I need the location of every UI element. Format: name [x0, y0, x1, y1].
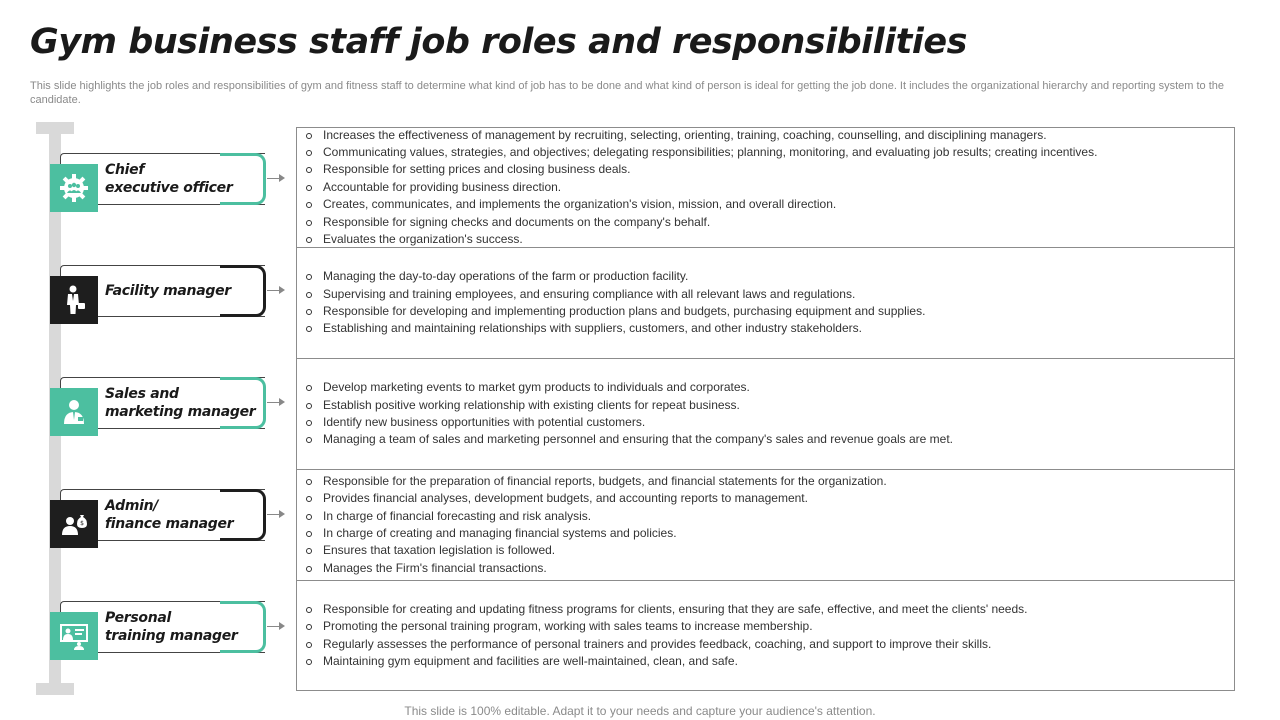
trainer-presentation-icon [50, 612, 98, 660]
list-item: Managing a team of sales and marketing personnel and ensuring that the company's sales and revenue goals are met. [305, 431, 953, 448]
arrow-right-icon [279, 286, 285, 294]
slide-title: Gym business staff job roles and responsibilities [30, 22, 967, 62]
arrow-right-icon [279, 622, 285, 630]
role-label: Personal training manager [105, 610, 238, 644]
list-item: Regularly assesses the performance of personal trainers and provides feedback, coaching, and support to improve their skills. [305, 636, 1027, 653]
arrow-right-icon [279, 174, 285, 182]
role-label: Facility manager [105, 283, 231, 299]
arrow-right-icon [279, 510, 285, 518]
responsibilities-table [296, 127, 1235, 691]
list-item: Responsible for developing and implementing production plans and budgets, purchasing equipment and supplies. [305, 303, 925, 320]
responsibilities-cell-ceo [297, 128, 1234, 248]
list-item: Communicating values, strategies, and objectives; delegating responsibilities; planning, monitoring, and evaluating job results; creating incentives. [305, 144, 1097, 161]
list-item: Establishing and maintaining relationships with suppliers, customers, and other industry stakeholders. [305, 320, 925, 337]
list-item: Responsible for creating and updating fitness programs for clients, ensuring that they are safe, effective, and meet the clients' needs. [305, 601, 1027, 618]
list-item: Responsible for the preparation of financial reports, budgets, and financial statements for the organization. [305, 473, 887, 490]
list-item: Provides financial analyses, development budgets, and accounting reports to management. [305, 490, 887, 507]
list-item: Evaluates the organization's success. [305, 231, 1097, 248]
person-money-bag-icon [50, 500, 98, 548]
role-label: Admin/ finance manager [105, 498, 234, 532]
spine-bottom-cap [36, 683, 74, 695]
responsibilities-cell-sales-marketing-manager [297, 359, 1234, 470]
list-item: Manages the Firm's financial transactions. [305, 560, 887, 577]
list-item: Identify new business opportunities with potential customers. [305, 414, 953, 431]
list-item: Develop marketing events to market gym products to individuals and corporates. [305, 379, 953, 396]
slide-footer: This slide is 100% editable. Adapt it to your needs and capture your audience's attention. [404, 704, 876, 718]
list-item: Responsible for signing checks and documents on the company's behalf. [305, 214, 1097, 231]
role-label: Chief executive officer [105, 162, 233, 196]
role-label: Sales and marketing manager [105, 386, 256, 420]
businessman-briefcase-icon [50, 276, 98, 324]
list-item: Accountable for providing business direction. [305, 179, 1097, 196]
responsibilities-list [305, 127, 1097, 249]
list-item: Managing the day-to-day operations of the farm or production facility. [305, 268, 925, 285]
arrow-right-icon [279, 398, 285, 406]
list-item: Establish positive working relationship with existing clients for repeat business. [305, 397, 953, 414]
list-item: In charge of financial forecasting and risk analysis. [305, 508, 887, 525]
responsibilities-list [305, 268, 925, 338]
responsibilities-list [305, 473, 887, 577]
list-item: Promoting the personal training program, working with sales teams to increase membership. [305, 618, 1027, 635]
responsibilities-cell-personal-training-manager [297, 581, 1234, 690]
gear-people-icon [50, 164, 98, 212]
list-item: Creates, communicates, and implements the organization's vision, mission, and overall direction. [305, 196, 1097, 213]
role-card-sales-marketing-manager [50, 377, 290, 429]
list-item: Ensures that taxation legislation is followed. [305, 542, 887, 559]
responsibilities-list [305, 601, 1027, 671]
list-item: Supervising and training employees, and ensuring compliance with all relevant laws and regulations. [305, 286, 925, 303]
responsibilities-cell-facility-manager [297, 248, 1234, 359]
salesperson-icon [50, 388, 98, 436]
list-item: In charge of creating and managing financial systems and policies. [305, 525, 887, 542]
role-card-admin-finance-manager [50, 489, 290, 541]
responsibilities-list [305, 379, 953, 449]
role-card-ceo [50, 153, 290, 205]
list-item: Maintaining gym equipment and facilities are well-maintained, clean, and safe. [305, 653, 1027, 670]
list-item: Increases the effectiveness of management by recruiting, selecting, orienting, training, coaching, counselling, and disciplining managers. [305, 127, 1097, 144]
responsibilities-cell-admin-finance-manager [297, 470, 1234, 581]
slide-subtitle: This slide highlights the job roles and responsibilities of gym and fitness staff to determine what kind of job has to be done and what kind of person is ideal for getting the job done. It includes the organizational hierarchy and reporting system to the candidate. [30, 80, 1225, 106]
role-card-personal-training-manager [50, 601, 290, 653]
role-card-facility-manager [50, 265, 290, 317]
svg-text:$: $ [80, 520, 84, 527]
list-item: Responsible for setting prices and closing business deals. [305, 161, 1097, 178]
